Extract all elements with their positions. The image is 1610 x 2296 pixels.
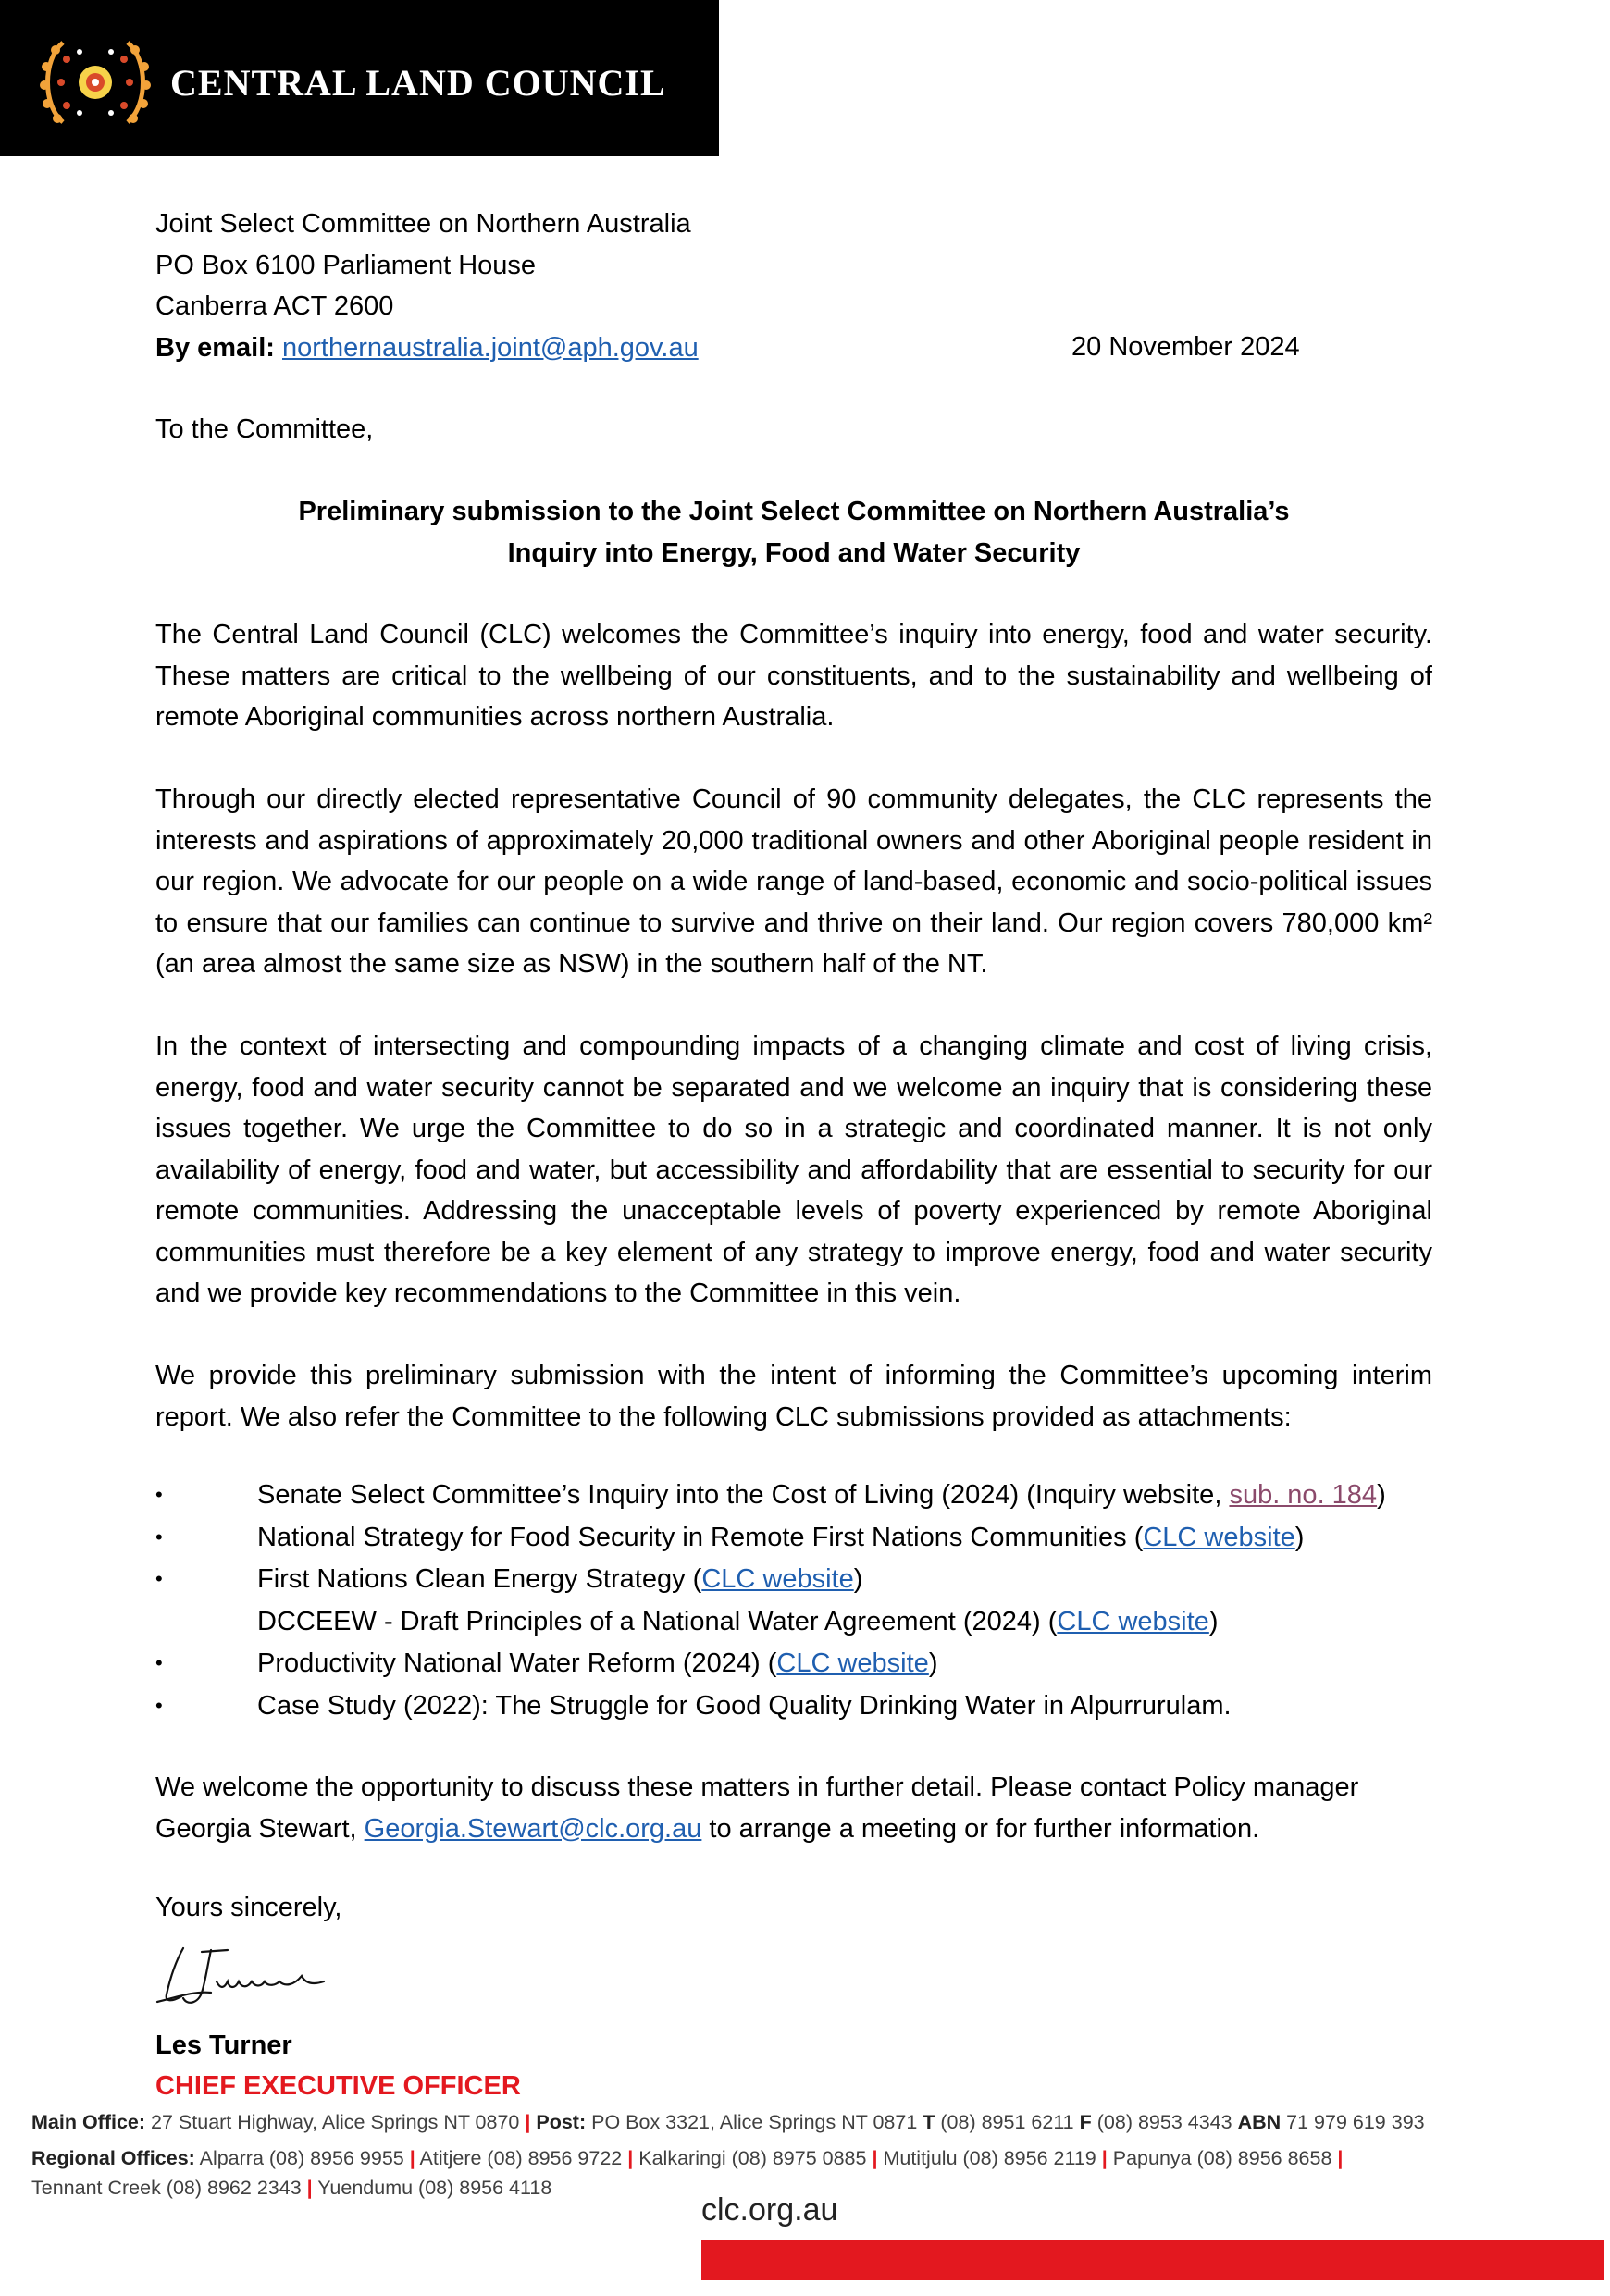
signer-name: Les Turner bbox=[155, 2031, 292, 2060]
footer-separator: | bbox=[525, 2111, 531, 2133]
footer-text: (08) 8951 6211 bbox=[940, 2111, 1074, 2133]
footer-regional-offices-cont bbox=[31, 2177, 551, 2200]
list-item bbox=[155, 1517, 1451, 1560]
footer-separator: | bbox=[409, 2147, 415, 2169]
letterhead-logo bbox=[0, 0, 719, 156]
clc-website-link[interactable]: CLC website bbox=[1057, 1606, 1209, 1636]
footer-separator: | bbox=[1337, 2147, 1344, 2169]
address-line: Joint Select Committee on Northern Australia bbox=[155, 209, 691, 239]
bullet: • bbox=[155, 1567, 163, 1590]
list-item-text: Senate Select Committee’s Inquiry into the Cost of Living (2024) (Inquiry website, bbox=[257, 1480, 1230, 1510]
submission-link[interactable]: sub. no. 184 bbox=[1229, 1480, 1378, 1510]
footer-label: ABN bbox=[1237, 2111, 1282, 2133]
footer-office: Alparra (08) 8956 9955 bbox=[199, 2147, 404, 2169]
footer-office: Mutitjulu (08) 8956 2119 bbox=[883, 2147, 1096, 2169]
list-item-suffix: ) bbox=[853, 1564, 863, 1594]
greeting: To the Committee, bbox=[155, 414, 374, 444]
paragraph: We provide this preliminary submission with the intent of informing the Committee’s upcoming interim report. We also refer the Committee to the following CLC submissions provided as attachments: bbox=[155, 1361, 1432, 1432]
list-item bbox=[155, 1601, 1451, 1644]
subject-heading bbox=[155, 491, 1432, 574]
attachments-list bbox=[155, 1475, 1451, 1727]
footer-regional-offices bbox=[31, 2147, 1343, 2170]
address-line: PO Box 6100 Parliament House bbox=[155, 250, 537, 280]
footer-text: (08) 8953 4343 bbox=[1096, 2111, 1232, 2133]
footer-label: F bbox=[1079, 2111, 1092, 2133]
list-item-text: DCCEEW - Draft Principles of a National Water Agreement (2024) ( bbox=[257, 1606, 1058, 1636]
bullet: • bbox=[155, 1524, 163, 1549]
clc-website-link[interactable]: CLC website bbox=[701, 1564, 854, 1594]
footer-red-bar bbox=[701, 2240, 1604, 2280]
contact-paragraph bbox=[155, 1767, 1432, 1849]
footer-office: Kalkaringi (08) 8975 0885 bbox=[638, 2147, 867, 2169]
address-line: Canberra ACT 2600 bbox=[155, 291, 394, 321]
footer-office: Papunya (08) 8956 8658 bbox=[1112, 2147, 1332, 2169]
contact-text: to arrange a meeting or for further information. bbox=[701, 1813, 1260, 1844]
bullet: • bbox=[155, 1651, 163, 1674]
list-item-suffix: ) bbox=[1294, 1522, 1305, 1552]
list-item-text: Productivity National Water Reform (2024) ( bbox=[257, 1648, 777, 1678]
signer-title: CHIEF EXECUTIVE OFFICER bbox=[155, 2071, 521, 2101]
footer-label: Regional Offices: bbox=[31, 2147, 195, 2169]
subject-line: Inquiry into Energy, Food and Water Security bbox=[507, 537, 1081, 568]
list-item bbox=[155, 1475, 1451, 1517]
footer-separator: | bbox=[1101, 2147, 1108, 2169]
footer-text: 71 979 619 393 bbox=[1286, 2111, 1425, 2133]
bullet: • bbox=[155, 1693, 163, 1717]
footer-main-office bbox=[31, 2111, 1425, 2134]
footer-office: Tennant Creek (08) 8962 2343 bbox=[31, 2177, 302, 2199]
committee-email-link[interactable]: northernaustralia.joint@aph.gov.au bbox=[282, 332, 699, 363]
list-item-text: First Nations Clean Energy Strategy ( bbox=[257, 1564, 702, 1594]
bullet: • bbox=[155, 1483, 163, 1506]
list-item-text: National Strategy for Food Security in Remote First Nations Communities ( bbox=[257, 1522, 1144, 1552]
email-label: By email: bbox=[155, 332, 275, 363]
contact-text: We welcome the opportunity to discuss these matters in further detail. Please contact Policy manager Georgia Stewart, bbox=[155, 1772, 1359, 1844]
letter-date: 20 November 2024 bbox=[1071, 332, 1300, 362]
footer-separator: | bbox=[306, 2177, 313, 2199]
footer-separator: | bbox=[627, 2147, 634, 2169]
paragraph: In the context of intersecting and compounding impacts of a changing climate and cost of living crisis, energy, food and water security cannot be separated and we welcome an inquiry that is considering these issues together. We urge the Committee to do so in a strategic and coordinated manner. It is not only availability of energy, food and water, but accessibility and affordability that are essential to security for our remote communities. Addressing the unacceptable levels of poverty experienced by remote Aboriginal communities must therefore be a key element of any strategy to improve energy, food and water security and we provide key recommendations to the Committee in this vein. bbox=[155, 1031, 1432, 1308]
footer-label: Post: bbox=[536, 2111, 587, 2133]
list-item-suffix: ) bbox=[1377, 1480, 1386, 1510]
signature-image bbox=[155, 1941, 331, 2015]
footer-separator: | bbox=[872, 2147, 878, 2169]
paragraph: The Central Land Council (CLC) welcomes the Committee’s inquiry into energy, food and water security. These matters are critical to the wellbeing of our constituents, and to the sustainability and wellbeing of remote Aboriginal communities across northern Australia. bbox=[155, 620, 1432, 732]
clc-website-link[interactable]: CLC website bbox=[776, 1648, 929, 1678]
list-item-suffix: ) bbox=[928, 1648, 938, 1678]
footer-website[interactable]: clc.org.au bbox=[701, 2192, 838, 2228]
list-item-suffix: ) bbox=[1208, 1606, 1219, 1636]
clc-emblem-icon bbox=[35, 31, 155, 133]
list-item bbox=[155, 1685, 1451, 1728]
paragraph: Through our directly elected representative Council of 90 community delegates, the CLC represents the interests and aspirations of approximately 20,000 traditional owners and other Aboriginal people resident in our region. We advocate for our people on a wide range of land-based, economic and socio-political issues to ensure that our families can continue to survive and thrive on their land. Our region covers 780,000 km² (an area almost the same size as NSW) in the southern half of the NT. bbox=[155, 784, 1432, 979]
subject-line: Preliminary submission to the Joint Select Committee on Northern Australia’s bbox=[298, 497, 1290, 526]
footer-office: Yuendumu (08) 8956 4118 bbox=[317, 2177, 552, 2199]
list-item bbox=[155, 1643, 1451, 1685]
footer-office: Atitjere (08) 8956 9722 bbox=[419, 2147, 623, 2169]
contact-email-link[interactable]: Georgia.Stewart@clc.org.au bbox=[364, 1813, 702, 1844]
footer-label: Main Office: bbox=[31, 2111, 146, 2133]
footer-text: 27 Stuart Highway, Alice Springs NT 0870 bbox=[151, 2111, 520, 2133]
closing: Yours sincerely, bbox=[155, 1893, 342, 1922]
list-item-text: Case Study (2022): The Struggle for Good Quality Drinking Water in Alpurrurulam. bbox=[257, 1690, 1232, 1721]
footer-text: PO Box 3321, Alice Springs NT 0871 bbox=[591, 2111, 918, 2133]
list-item bbox=[155, 1559, 1451, 1601]
organisation-name: CENTRAL LAND COUNCIL bbox=[170, 62, 666, 104]
clc-website-link[interactable]: CLC website bbox=[1143, 1522, 1295, 1552]
footer-label: T bbox=[923, 2111, 935, 2133]
